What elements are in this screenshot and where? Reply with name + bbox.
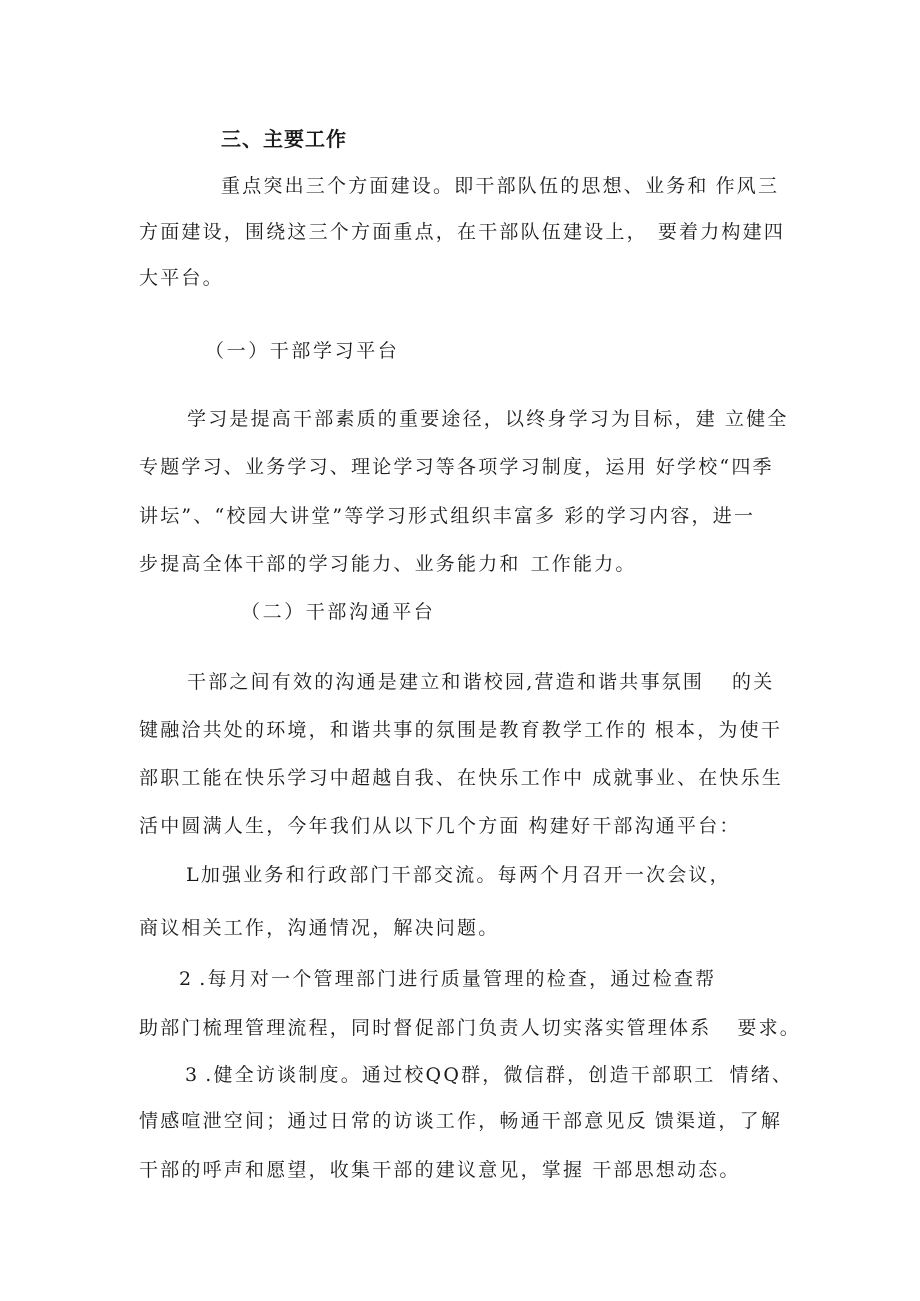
text-segment: 立健全	[725, 408, 789, 430]
list-item-number: 3	[185, 1064, 200, 1086]
paragraph-line	[139, 220, 785, 244]
text-segment: 重点突出三个方面建设。即干部队伍的思想、业务和	[221, 175, 709, 197]
paragraph-line	[139, 814, 741, 838]
text-segment: 馈渠道，了解	[654, 1110, 783, 1132]
text-segment: 成就事业、在快乐生	[592, 767, 784, 789]
text-segment: 的关	[732, 671, 775, 693]
list-item-number: 2	[179, 968, 194, 990]
text-segment: .健全访谈制度。通过校QQ群，微信群，创造干部职工	[205, 1064, 716, 1086]
paragraph-line: 大平台。	[139, 267, 224, 289]
text-segment: 键融洽共处的环境，和谐共事的氛围是教育教学工作的	[139, 719, 648, 741]
paragraph-line	[221, 174, 779, 198]
text-segment: 部职工能在快乐学习中超越自我、在快乐工作中	[139, 767, 585, 789]
paragraph-line: 商议相关工作，沟通情况，解决问题。	[139, 917, 500, 939]
text-segment: 干部的呼声和愿望，收集干部的建议意见，掌握	[139, 1159, 585, 1181]
subsection-title: （二）干部沟通平台	[241, 601, 436, 623]
text-segment: 好学校“四季	[655, 456, 774, 478]
text-segment: 专题学习、业务学习、理论学习等各项学习制度，运用	[139, 456, 648, 478]
subsection-title: （一）干部学习平台	[205, 340, 400, 362]
paragraph-line	[139, 1016, 801, 1040]
text-segment: 步提高全体干部的学习能力、业务能力和	[139, 553, 521, 575]
paragraph-line	[187, 670, 774, 694]
text-segment: 干部思想动态。	[592, 1159, 741, 1181]
paragraph-line	[139, 552, 637, 576]
paragraph-line	[139, 455, 774, 479]
text-segment: 要求。	[737, 1017, 802, 1039]
text-segment: 构建好干部沟通平台：	[528, 815, 741, 837]
section-heading: 三、主要工作	[221, 127, 347, 151]
text-segment: 情绪、	[729, 1064, 794, 1086]
text-segment: 要着力构建四	[657, 221, 786, 243]
paragraph-line	[139, 1158, 741, 1182]
text-segment: 讲坛”、“校园大讲堂”等学习形式组织丰富多	[139, 505, 557, 527]
text-segment: 工作能力。	[530, 553, 637, 575]
text-segment: 方面建设，围绕这三个方面重点，在干部队伍建设上，	[139, 221, 648, 243]
paragraph-line	[139, 766, 783, 790]
text-segment: 助部门梳理管理流程，同时督促部门负责人切实落实管理体系	[139, 1017, 712, 1039]
text-segment: 活中圆满人生，今年我们从以下几个方面	[139, 815, 521, 837]
text-segment: .每月对一个管理部门进行质量管理的检查，通过检查帮	[199, 968, 717, 990]
text-segment: 学习是提高干部素质的重要途径，以终身学习为目标，建	[187, 408, 718, 430]
text-segment: 彩的学习内容，进一	[564, 505, 756, 527]
paragraph-line	[185, 1063, 793, 1087]
text-segment: 作风三	[715, 175, 780, 197]
text-segment: 根本，为使干	[654, 719, 783, 741]
text-segment: 情感喧泄空间；通过日常的访谈工作，畅通干部意见反	[139, 1110, 648, 1132]
paragraph-line	[139, 1109, 782, 1133]
paragraph-line	[187, 407, 789, 431]
paragraph-line	[139, 504, 755, 528]
paragraph-line: L加强业务和行政部门干部交流。每两个月召开一次会议，	[186, 864, 731, 886]
paragraph-line	[139, 718, 782, 742]
paragraph-line	[179, 967, 716, 991]
text-segment: 干部之间有效的沟通是建立和谐校园,营造和谐共事氛围	[187, 671, 705, 693]
